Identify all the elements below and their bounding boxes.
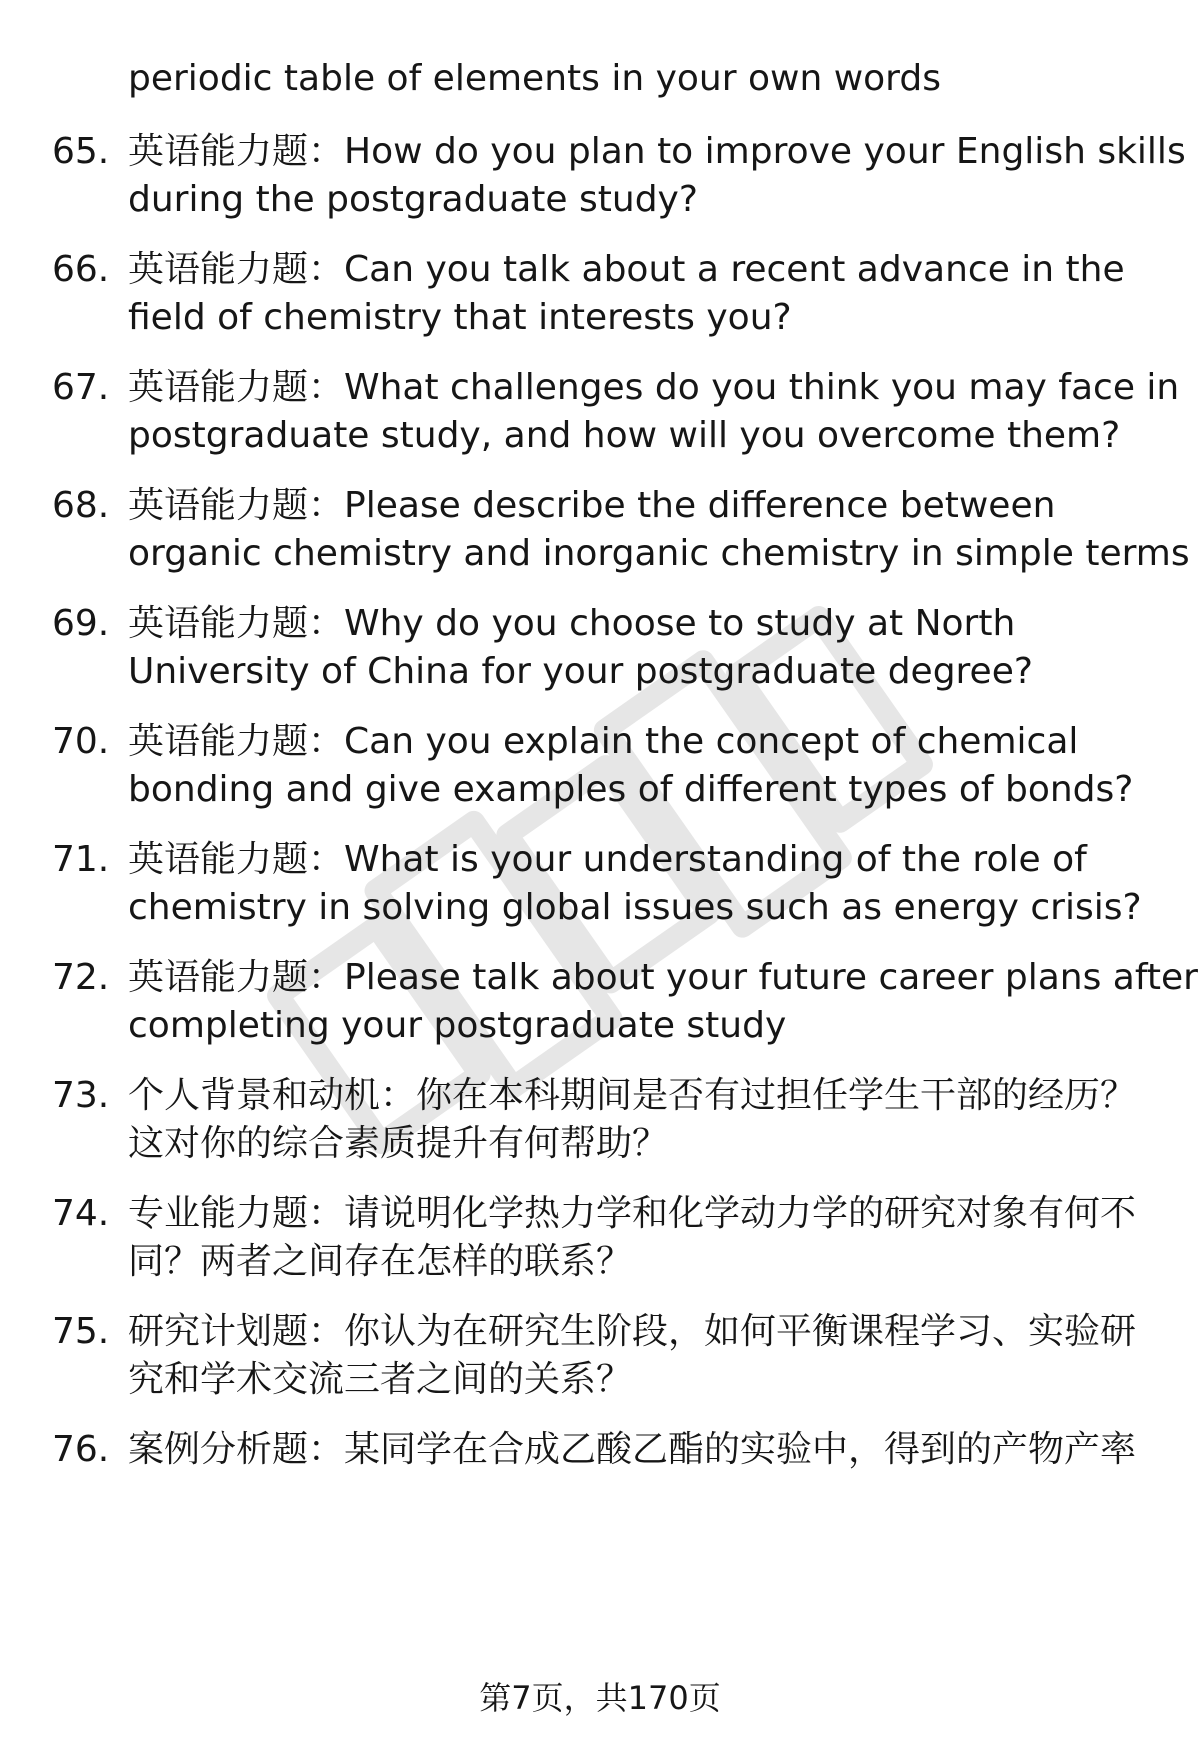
question-number: 70.: [52, 721, 110, 762]
question-text-line: University of China for your postgraduate degree?: [128, 651, 1033, 692]
question-item: [0, 836, 1200, 936]
question-text-line: completing your postgraduate study: [128, 1005, 787, 1046]
question-text: [128, 718, 1178, 814]
question-text-line: 研究计划题：你认为在研究生阶段，如何平衡课程学习、实验研: [128, 1311, 1137, 1352]
question-number: 75.: [52, 1311, 110, 1352]
question-text: [128, 1426, 1178, 1474]
question-number: 65.: [52, 131, 110, 172]
question-number: 69.: [52, 603, 110, 644]
question-item: [0, 1308, 1200, 1408]
question-number: 72.: [52, 957, 110, 998]
question-continuation-text: periodic table of elements in your own words: [128, 58, 941, 99]
question-item: [0, 364, 1200, 464]
question-text: [128, 1072, 1178, 1168]
question-text-line: 个人背景和动机：你在本科期间是否有过担任学生干部的经历？: [128, 1075, 1137, 1116]
question-text-line: 英语能力题：Please talk about your future career plans after: [128, 957, 1198, 998]
question-text-line: bonding and give examples of different types of bonds?: [128, 769, 1134, 810]
question-text-line: 英语能力题：Can you talk about a recent advance in the: [128, 249, 1125, 290]
question-text-line: chemistry in solving global issues such as energy crisis?: [128, 887, 1142, 928]
question-text-line: 这对你的综合素质提升有何帮助？: [128, 1123, 669, 1164]
question-number: 68.: [52, 485, 110, 526]
question-number: 67.: [52, 367, 110, 408]
question-item: [0, 1072, 1200, 1172]
question-text-line: postgraduate study, and how will you overcome them?: [128, 415, 1121, 456]
question-text: [128, 1190, 1178, 1286]
question-text-line: 英语能力题：How do you plan to improve your English skills: [128, 131, 1186, 172]
question-item: [0, 954, 1200, 1054]
question-text: [128, 364, 1178, 460]
question-text-line: 英语能力题：Can you explain the concept of chemical: [128, 721, 1079, 762]
question-text-line: organic chemistry and inorganic chemistry in simple terms: [128, 533, 1190, 574]
question-item: [0, 718, 1200, 818]
question-text: [128, 954, 1198, 1050]
question-text: [128, 600, 1178, 696]
question-number: 71.: [52, 839, 110, 880]
question-text-line: 英语能力题：What is your understanding of the role of: [128, 839, 1087, 880]
question-number: 74.: [52, 1193, 110, 1234]
question-text-line: 英语能力题：Why do you choose to study at North: [128, 603, 1016, 644]
question-text: [128, 1308, 1178, 1404]
question-text-line: 案例分析题：某同学在合成乙酸乙酯的实验中，得到的产物产率: [128, 1429, 1137, 1470]
question-item: [0, 600, 1200, 700]
question-text-line: during the postgraduate study?: [128, 179, 698, 220]
question-item: [0, 1190, 1200, 1290]
page-footer: 第7页，共170页: [479, 1679, 721, 1717]
question-text: [128, 246, 1178, 342]
question-number: 66.: [52, 249, 110, 290]
question-number: 76.: [52, 1429, 110, 1470]
question-text-line: field of chemistry that interests you?: [128, 297, 792, 338]
question-item: [0, 482, 1200, 582]
question-item: [0, 1426, 1200, 1478]
question-item: [0, 246, 1200, 346]
question-text: [128, 128, 1186, 224]
question-item: [0, 128, 1200, 228]
question-text: [128, 482, 1190, 578]
question-text-line: 英语能力题：What challenges do you think you may face in: [128, 367, 1180, 408]
question-text-line: 英语能力题：Please describe the difference between: [128, 485, 1056, 526]
question-text-line: 究和学术交流三者之间的关系？: [128, 1359, 633, 1400]
question-text: [128, 836, 1178, 932]
question-text-line: 专业能力题：请说明化学热力学和化学动力学的研究对象有何不: [128, 1193, 1137, 1234]
question-number: 73.: [52, 1075, 110, 1116]
question-text-line: 同？两者之间存在怎样的联系？: [128, 1241, 633, 1282]
